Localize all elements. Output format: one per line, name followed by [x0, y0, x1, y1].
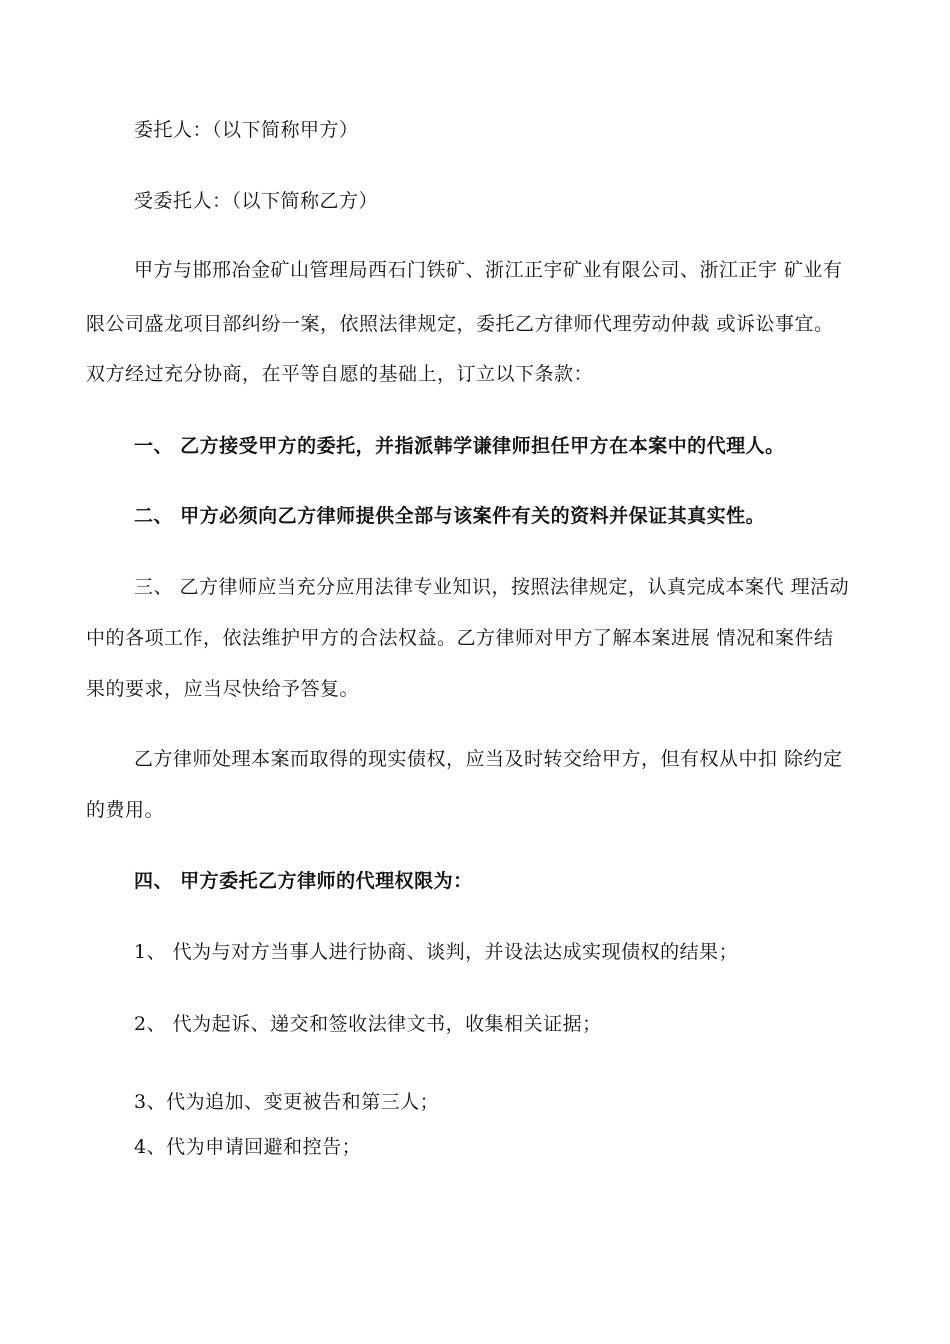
clause-3-line-3: 果的要求，应当尽快给予答复。: [86, 678, 360, 700]
intro-line-2: 限公司盛龙项目部纠纷一案，依照法律规定，委托乙方律师代理劳动仲裁 或诉讼事宜。: [86, 313, 834, 335]
list-item: 1、 代为与对方当事人进行协商、谈判，并设法达成实现债权的结果；: [134, 941, 739, 963]
clause-4: 四、 甲方委托乙方律师的代理权限为：: [134, 870, 473, 892]
debt-para-line-1: 乙方律师处理本案而取得的现实债权，应当及时转交给甲方，但有权从中扣 除约定: [134, 748, 843, 770]
list-item: 4、代为申请回避和控告；: [134, 1136, 362, 1158]
principal-line: 委托人：（以下简称甲方）: [134, 119, 359, 141]
clause-2: 二、 甲方必须向乙方律师提供全部与该案件有关的资料并保证其真实性。: [134, 505, 766, 527]
list-item: 3、代为追加、变更被告和第三人；: [134, 1091, 440, 1113]
clause-3-line-1: 三、 乙方律师应当充分应用法律专业知识，按照法律规定，认真完成本案代 理活动: [134, 576, 850, 598]
debt-para-line-2: 的费用。: [86, 799, 165, 821]
intro-line-3: 双方经过充分协商，在平等自愿的基础上，订立以下条款：: [86, 363, 594, 385]
agent-line: 受委托人：（以下简称乙方）: [134, 190, 379, 212]
clause-1: 一、 乙方接受甲方的委托，并指派韩学谦律师担任甲方在本案中的代理人。: [134, 435, 785, 457]
intro-line-1: 甲方与邯邢冶金矿山管理局西石门铁矿、浙江正宇矿业有限公司、浙江正宇 矿业有: [134, 259, 843, 281]
list-item: 2、 代为起诉、递交和签收法律文书，收集相关证据；: [134, 1013, 602, 1035]
clause-3-line-2: 中的各项工作，依法维护甲方的合法权益。乙方律师对甲方了解本案进展 情况和案件结: [86, 627, 834, 649]
